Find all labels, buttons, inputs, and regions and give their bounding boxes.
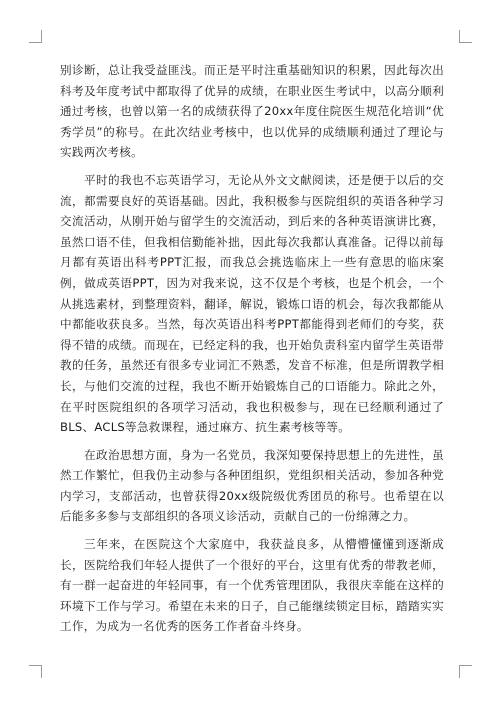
paragraph-political-thought: 在政治思想方面，身为一名党员，我深知要保持思想上的先进性，虽然工作繁忙，但我仍主动参与各种团组织，党组织相关活动，参加各种党内学习，支部活动，也曾获得20xx级院级优秀团员的称号。也希望在以后能多多参与支部组织的各项义诊活动，贡献自己的一份绵薄之力。 [60,447,444,524]
paragraph-english-study: 平时的我也不忘英语学习，无论从外文文献阅读，还是便于以后的交流，都需要良好的英语基础。因此，我积极参与医院组织的英语各种学习交流活动，从刚开始与留学生的交流活动，到后来的各种英语演讲比赛，虽然口语不佳，但我相信勤能补拙，因此每次我都认真准备。记得以前每月都有英语出科考PPT汇报，而我总会挑选临床上一些有意思的临床案例，做成英语PPT，因为对我来说，这不仅是个考核，也是个机会，一个从挑选素材，到整理资料，翻译，解说，锻炼口语的机会，每次我都能从中都能收获良多。当然，每次英语出科考PPT都能得到老师们的夸奖，获得不错的成绩。而现在，已经定科的我，也开始负责科室内留学生英语带教的任务，虽然还有很多专业词汇不熟悉，发音不标准，但是所谓教学相长，与他们交流的过程，我也不断开始锻炼自己的口语能力。除此之外，在平时医院组织的各项学习活动，我也积极参与，现在已经顺利通过了BLS、ACLS等急救课程，通过麻方、抗生素考核等等。 [60,172,444,435]
crop-mark-top-right [459,30,472,43]
document-body [60,60,444,644]
crop-mark-top-left [29,30,42,43]
paragraph-conclusion: 三年来，在医院这个大家庭中，我获益良多，从懵懵懂懂到逐渐成长，医院给我们年轻人提供了一个很好的平台，这里有优秀的带教老师，有一群一起奋进的年轻同事，有一个优秀管理团队，我很庆幸能在这样的环境下工作与学习。希望在未来的日子，自己能继续锁定目标，踏踏实实工作，为成为一名优秀的医务工作者奋斗终身。 [60,537,444,634]
paragraph-exam-results: 别诊断，总让我受益匪浅。而正是平时注重基础知识的积累，因此每次出科考及年度考试中都取得了优异的成绩，在职业医生考试中，以高分顺利通过考核，也曾以第一名的成绩获得了20xx年度住院医生规范化培训“优秀学员”的称号。在此次结业考核中，也以优异的成绩顺利通过了理论与实践两次考核。 [60,63,444,160]
crop-mark-bottom-left [29,665,42,678]
crop-mark-bottom-right [459,665,472,678]
